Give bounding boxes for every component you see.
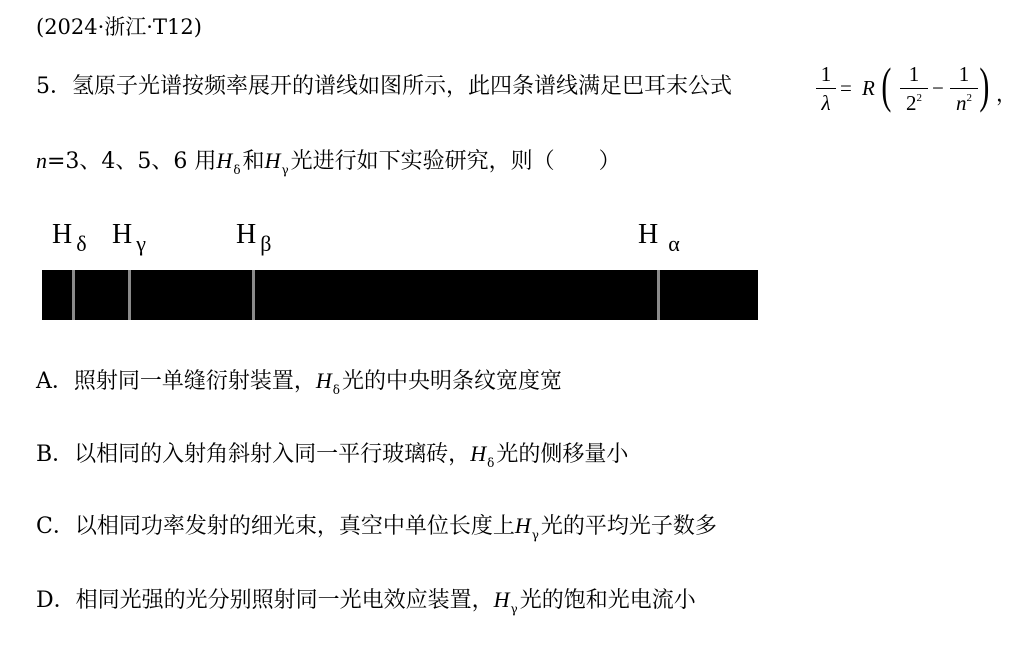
option-a[interactable]: A．照射同一单缝衍射装置，$H_\delta$光的中央明条纹宽度宽 (36, 368, 563, 397)
var-h-gamma: H (264, 148, 281, 173)
balmer-formula (816, 58, 1016, 124)
formula-rparen: ) (979, 57, 990, 113)
label-h-alpha: H $_\alpha$ (638, 219, 680, 256)
option-d[interactable]: D．相同光强的光分别照射同一光电效应装置，$H_\gamma$光的饱和光电流小 (36, 587, 696, 616)
label-h-delta: H $_\delta$ (52, 219, 87, 256)
formula-lparen: ( (881, 57, 892, 113)
option-b[interactable]: B．以相同的入射角斜射入同一平行玻璃砖，$H_\delta$光的侧移量小 (36, 441, 629, 470)
question-stem-line2: n=3、4、5、6 用$H_\delta$和$H_\gamma$光进行如下实验研究，则（ ） (36, 148, 621, 177)
spectral-line-h-beta (252, 270, 255, 320)
option-letter: B (36, 442, 53, 467)
spectrum-bar (42, 270, 758, 320)
question-text: ．氢原子光谱按频率展开的谱线如图所示，此四条谱线满足巴耳末公式 (50, 74, 733, 99)
var-h-delta: H (216, 148, 233, 173)
formula-equals: = (840, 76, 852, 100)
label-h-beta: H $_\beta$ (236, 219, 272, 256)
question-stem-line1 (36, 72, 732, 102)
formula-term1: 1 $2^2$ (900, 62, 928, 119)
option-letter: A (36, 369, 52, 394)
question-number: 5 (36, 74, 50, 99)
formula-minus: − (932, 76, 944, 100)
formula-trailing-comma: ， (996, 82, 1017, 106)
option-letter: C (36, 514, 53, 539)
spectral-line-h-gamma (128, 270, 131, 320)
spectral-line-h-delta (72, 270, 75, 320)
spectral-line-h-alpha (657, 270, 660, 320)
var-n: n (36, 148, 47, 173)
label-h-gamma: H $_\gamma$ (112, 219, 146, 256)
formula-R: R (862, 76, 875, 100)
formula-term2: 1 $n^2$ (950, 62, 978, 119)
formula-lhs: 1 λ (816, 62, 836, 115)
option-c[interactable]: C．以相同功率发射的细光束，真空中单位长度上$H_\gamma$光的平均光子数多 (36, 513, 717, 542)
option-letter: D (36, 588, 54, 613)
source-label: (2024·浙江·T12) (36, 15, 202, 39)
